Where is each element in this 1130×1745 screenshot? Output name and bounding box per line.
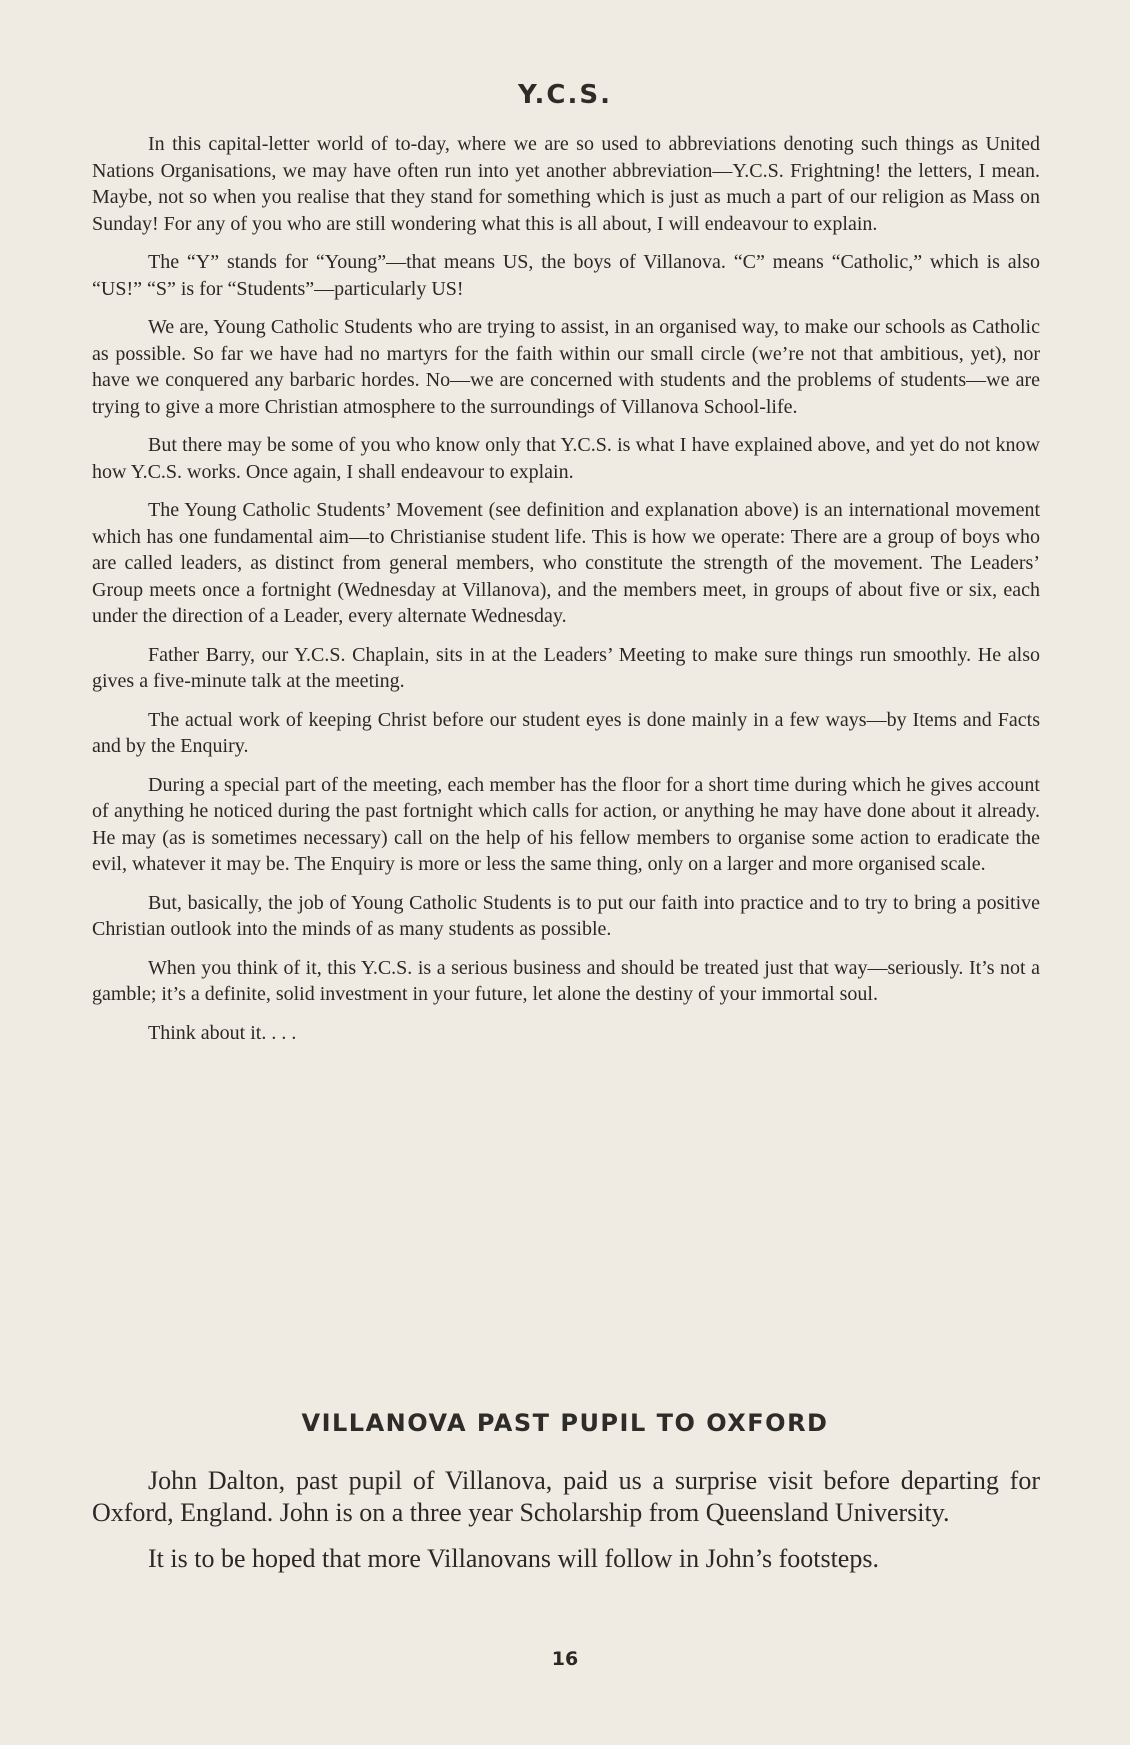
paragraph: The actual work of keeping Christ before our student eyes is done mainly in a few ways—by Items and Facts and by the Enquiry. — [92, 708, 1040, 757]
paragraph: When you think of it, this Y.C.S. is a serious business and should be treated just that way—seriously. It’s not a gamble; it’s a definite, solid investment in your future, let alone the destiny of your immortal soul. — [92, 956, 1040, 1005]
page-number: 16 — [551, 1648, 579, 1670]
paragraph: We are, Young Catholic Students who are trying to assist, in an organised way, to make our schools as Catholic as possible. So far we have had no martyrs for the faith within our small circle (we’re not that ambitious, yet), nor have we conquered any barbaric hordes. No—we are concerned with students and the problems of students—we are trying to give a more Christian atmosphere to the surroundings of Villanova School-life. — [92, 316, 1040, 418]
paragraph: But, basically, the job of Young Catholic Students is to put our faith into practice and to try to bring a positive Christian outlook into the minds of as many students as possible. — [92, 891, 1040, 940]
paragraph: John Dalton, past pupil of Villanova, paid us a surprise visit before departing for Oxford, England. John is on a three year Scholarship from Queensland University. — [92, 1466, 1040, 1527]
paragraph: In this capital-letter world of to-day, where we are so used to abbreviations denoting such things as United Nations Organisations, we may have often run into yet another abbreviation—Y.C.S. Frightning! the letters, I mean. Maybe, not so when you realise that they stand for something which is just as much a part of our religion as Mass on Sunday! For any of you who are still wondering what this is all about, I will endeavour to explain. — [92, 133, 1040, 235]
paragraph: The “Y” stands for “Young”—that means US, the boys of Villanova. “C” means “Catholic,” which is also “US!” “S” is for “Students”—particularly US! — [92, 251, 1040, 300]
paragraph: It is to be hoped that more Villanovans will follow in John’s footsteps. — [148, 1544, 879, 1573]
section-heading-ycs: Y.C.S. — [518, 80, 612, 110]
paragraph: Father Barry, our Y.C.S. Chaplain, sits in at the Leaders’ Meeting to make sure things run smoothly. He also gives a five-minute talk at the meeting. — [92, 643, 1040, 692]
oxford-article-body — [92, 1465, 1040, 1589]
paragraph: During a special part of the meeting, each member has the floor for a short time during which he gives account of anything he noticed during the past fortnight which calls for action, or anything he may have done about it already. He may (as is sometimes necessary) call on the help of his fellow members to organise some action to eradicate the evil, whatever it may be. The Enquiry is more or less the same thing, only on a larger and more organised scale. — [92, 773, 1040, 875]
paragraph: But there may be some of you who know only that Y.C.S. is what I have explained above, and yet do not know how Y.C.S. works. Once again, I shall endeavour to explain. — [92, 434, 1040, 483]
ycs-article-body — [92, 131, 1040, 1058]
paragraph: The Young Catholic Students’ Movement (see definition and explanation above) is an international movement which has one fundamental aim—to Christianise student life. This is how we operate: There are a group of boys who are called leaders, as distinct from general members, who constitute the strength of the movement. The Leaders’ Group meets once a fortnight (Wednesday at Villanova), and the members meet, in groups of about five or six, each under the direction of a Leader, every alternate Wednesday. — [92, 499, 1040, 627]
paragraph: Think about it. . . . — [148, 1021, 297, 1044]
section-heading-oxford: VILLANOVA PAST PUPIL TO OXFORD — [301, 1409, 829, 1437]
